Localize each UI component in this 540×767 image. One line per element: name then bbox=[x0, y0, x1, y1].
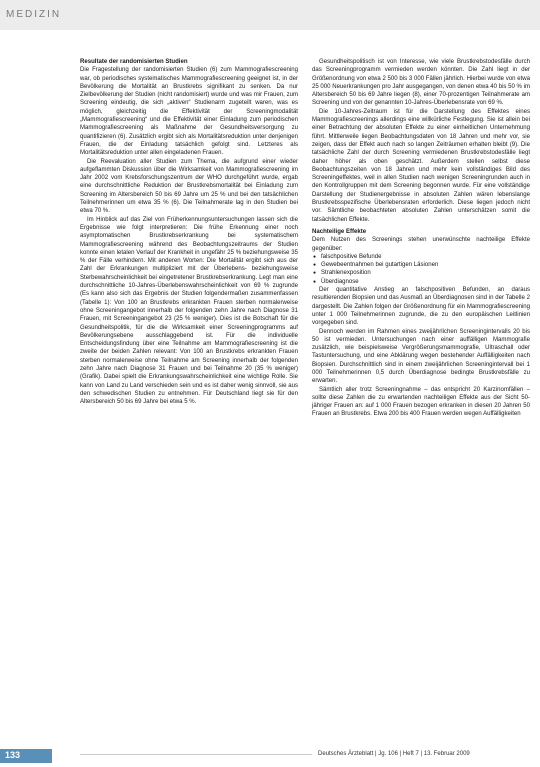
left-heading: Resultate der randomisierten Studien bbox=[80, 59, 188, 65]
right-column bbox=[312, 58, 530, 419]
footer-divider bbox=[80, 754, 312, 755]
bullet-item: ● Gewebeentnahmen bei gutartigen Läsionen bbox=[321, 261, 530, 269]
right-paragraph-5: Sämtlich aller trotz Screeningnahme – das entspricht 20 Karzinomfällen – sollte diese Zahlen die zu erwartenden nachteiligen Effekte aus der Sicht 50-jähriger Frauen an: auf 1 000 Frauen bezogen erkranken in diesen 20 Jahren 50 Frauen an Brustkrebs. Etwa 200 bis 400 Frauen werden wegen Auffälligkeiten bbox=[312, 386, 530, 418]
journal-citation: Deutsches Ärzteblatt | Jg. 106 | Heft 7 | 13. Februar 2009 bbox=[318, 751, 470, 757]
right-subheading: Nachteilige Effekte bbox=[312, 228, 367, 235]
right-paragraph-3: Der quantitative Anstieg an falschpositiven Befunden, an daraus resultierenden Biopsien und das Ausmaß an Überdiagnosen sind in der Tabelle 2 dargestellt. Die Zahlen folgen der Größenordnung für ein Mammografiescreening unter 1 000 Teilnehmerinnen zugrunde, die zu den europäischen Leitlinien vorgegeben sind. bbox=[312, 287, 530, 327]
section-header-bar bbox=[0, 0, 540, 30]
bullet-item: ● Strahlenexposition bbox=[321, 269, 530, 277]
right-paragraph-4: Dennoch werden im Rahmen eines zweijährlichen Screeningintervalls 20 bis 50 ist vermieden. Untersuchungen nach einer auffälligen Mammografie zusätzlich, wie beispielsweise Vergrößerungsmammografie, Ultraschall oder Tastuntersuchung, und eine Abklärung wegen bestehender Auffälligkeiten nach Biopsien. Durchschnittlich sind in einem zweijährlichen Screeningintervall bei 1 000 Teilnehmerinnen 0,5 durch Überdiagnose bedingte Brustkrebsfälle zu erwarten. bbox=[312, 328, 530, 385]
section-label: MEDIZIN bbox=[6, 9, 62, 20]
left-paragraph-2: Die Reevaluation aller Studien zum Thema, die aufgrund einer wieder aufgeflammten Diskussion über die Wirksamkeit von Mammografiescreening im Jahr 2002 vom Krebsforschungszentrum der WHO durchgeführt wurde, ergab eine durchschnittliche Reduktion der Brustkrebsmortalität bei Einladung zum Screening im Altersbereich 50 bis 69 Jahre um 25 % und bei den tatsächlichen Teilnehmerinnen um etwa 35 % (6). Die Teilnahmerate lag in den Studien bei etwa 70 %. bbox=[80, 158, 298, 215]
right-paragraph-2: Die 10-Jahres-Zeitraum ist für die Darstellung des Effektes eines Mammografiescreenings allerdings eine willkürliche Festlegung. Sie ist allein bei einer Betrachtung der absoluten Effekte zu einer einheitlichen Unternehmung führt. Mittlerweile liegen Beobachtungsdaten von 18 Jahren und mehr vor, sie zeigen, dass der Effekt auch nach so langen Zeiträumen erhalten bleibt (9). Die tatsächliche Zahl der durch Screening vermiedenen Brustkrebstodesfälle liegt daher höher als oben geschätzt. Außerdem stellen selbst diese Beobachtungszeiten von 18 Jahren und mehr kein vollständiges Bild des Screeningeffektes, weil in allen Studien nach wenigen Screeningrunden auch in den Kontrollgruppen mit dem Screening begonnen wurde. Für eine vollständige Darstellung der Studienergebnisse in absoluten Zahlen wären lebenslange Brustkrebsspezifische Überlebensraten erforderlich. Diese liegen jedoch nicht vor. Sämtliche beobachteten absoluten Zahlen unterschätzen somit die tatsächlichen Effekte. bbox=[312, 108, 530, 223]
bullet-list bbox=[312, 253, 530, 286]
left-paragraph-3: Im Hinblick auf das Ziel von Früherkennungsuntersuchungen lassen sich die Ergebnisse wie folgt interpretieren: Die frühe Erkennung einer noch asymptomatischen Brustkrebserkrankung bei systematischem Mammografiescreening während des Beobachtungszeitraums der Studien konnte einen letalen Verlauf der Krankheit in ungefähr 25 % beziehungsweise 35 % der Fälle verhindern. Mit anderen Worten: Die Mortalität ergibt sich aus der Zahl der Erkrankungen multipliziert mit der Überlebens- beziehungsweise Sterbewahrscheinlichkeit bei eingetretener Brustkrebserkrankung. Legt man eine durchschnittliche 10-Jahres-Überlebenswahrscheinlichkeit von 69 % zugrunde (Es kann also sich das Ergebnis der Studien folgendermaßen zusammenfassen (Tabelle 1): Von 100 an Brustkrebs erkrankten Frauen sterben normalerweise ohne Screeningangebot innerhalb der folgenden zehn Jahre nach Diagnose 31 Frauen, mit Screeningangebot 23 (25 % weniger). Dies ist die Botschaft für die Gesundheitspolitik, für die die Wirksamkeit einer Screeningprogramms auf Bevölkerungsebene ausschlaggebend ist. Für die individuelle Entscheidungsfindung über eine Teilnahme am Mammografiescreening ist die zweite der beiden Zahlen relevant: Von 100 an Brustkrebs erkrankten Frauen sterben normalerweise ohne Teilnahme am Screening innerhalb der folgenden zehn Jahre nach Diagnose 31 Frauen und bei Teilnahme 20 (35 % weniger) (Grafik). Dabei spielt die Erkrankungswahrscheinlichkeit eine wichtige Rolle. Sie kann von Land zu Land verschieden sein und es ist daher wenig sinnvoll, sie aus den schwedischen Studien zu entnehmen. Für Deutschland liegt sie für den Altersbereich 50 bis 69 Jahre bei etwa 5 %. bbox=[80, 216, 298, 406]
left-paragraph-1: Die Fragestellung der randomisierten Studien (6) zum Mammografiescreening war, ob periodisches systematisches Mammografiescreening geeignet ist, in der Bevölkerung die Mortalität an Brustkrebs signifikant zu senken. Da nur Zielbevölkerung der Studien (nicht randomisiert) wurde und was mir Frauen, zum Screening eindeutig, die sich „aktiven“ Studienarm zugeteilt waren, was es möglich, gleichzeitig die Effektivität der Screeningmodalität „Mammografiescreening“ und die Effektivität einer Einladung zum periodischen Mammografiescreening als Maßnahme der Gesundheitsversorgung zu quantifizieren (6). Zusätzlich ergibt sich als Mortalitätsreduktion unter denjenigen Frauen, die der Einladung tatsächlich gefolgt sind. Letzteres als Mortalitätsreduktion unter allen eingeladenen Frauen. bbox=[80, 67, 298, 157]
page-number: 133 bbox=[5, 750, 21, 760]
bullets-intro: Dem Nutzen des Screenings stehen unerwünschte nachteilige Effekte gegenüber: bbox=[312, 237, 530, 252]
bullet-item: ● falschpositive Befunde bbox=[321, 253, 530, 261]
right-paragraph-1: Gesundheitspolitisch ist von Interesse, wie viele Brustkrebstodesfälle durch das Screeningprogramm vermieden werden könnten. Die Zahl liegt in der Größenordnung von etwa 2 500 bis 3 000 Fällen jährlich. Hierbei wurde von etwa 25 000 Neuerkrankungen pro Jahr ausgegangen, von denen etwa 40 bis 50 % im Altersbereich 50 bis 69 Jahre liegen (8), einer 70-prozentigen Teilnahmerate am Screening und von der genannten 10-Jahres-Überlebensrate von 69 %. bbox=[312, 59, 530, 107]
left-column bbox=[80, 58, 298, 406]
bullet-item: ● Überdiagnose bbox=[321, 278, 530, 286]
